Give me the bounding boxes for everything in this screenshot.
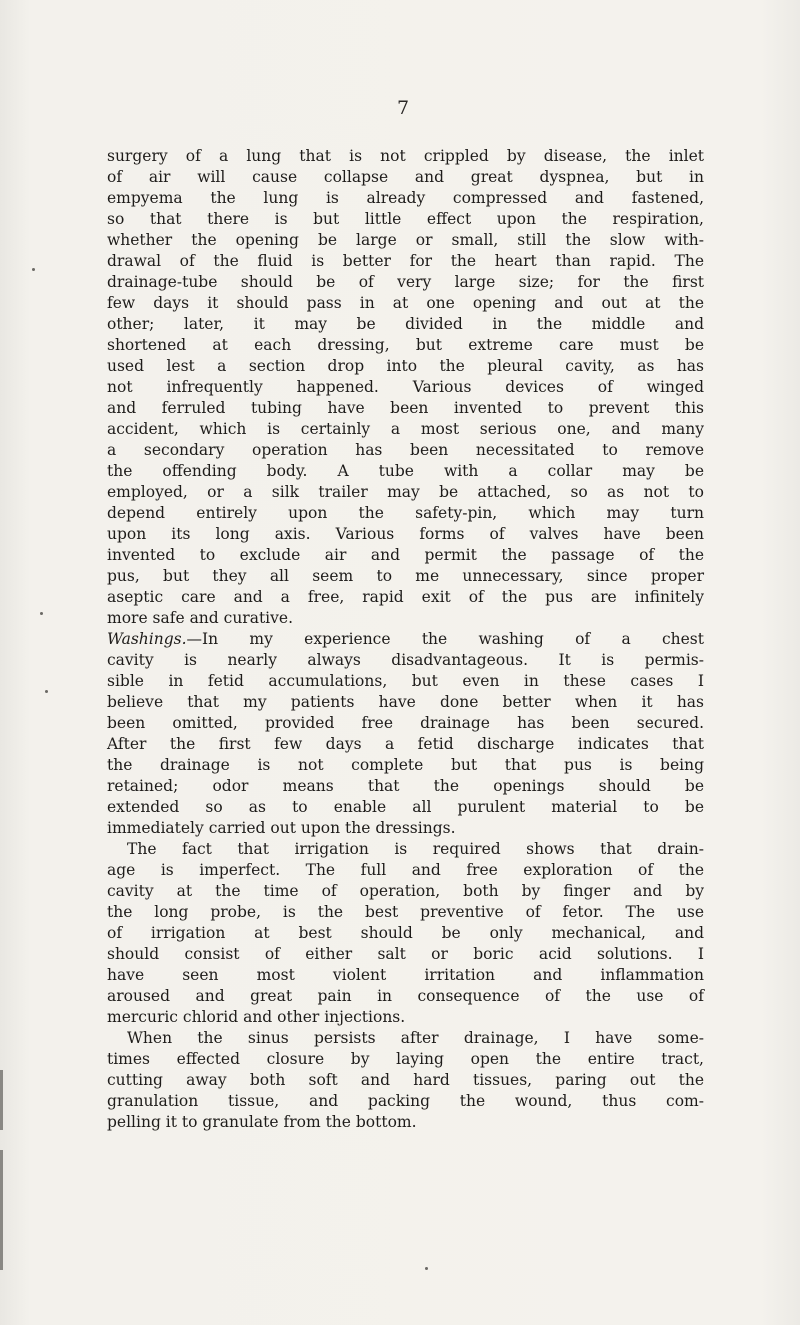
text-line: drainage-tube should be of very large size; for the first (107, 273, 704, 291)
text-line: have seen most violent irritation and inflammation (107, 966, 704, 984)
text-line: pelling it to granulate from the bottom. (107, 1113, 417, 1131)
paper-speck (32, 268, 35, 271)
text-line: should consist of either salt or boric acid solutions. I (107, 945, 704, 963)
text-line: whether the opening be large or small, still the slow with- (107, 231, 704, 249)
text-line: cavity is nearly always disadvantageous. It is permis- (107, 651, 704, 669)
text-line: other; later, it may be divided in the middle and (107, 315, 704, 333)
text-line: pus, but they all seem to me unnecessary, since proper (107, 567, 704, 585)
paper-speck (425, 1267, 428, 1270)
text-line: The fact that irrigation is required shows that drain- (127, 840, 704, 858)
text-fragment: —In my experience the washing of a chest (186, 630, 704, 648)
binding-shadow (0, 1150, 3, 1270)
page-number: 7 (396, 97, 410, 119)
text-line: sible in fetid accumulations, but even in these cases I (107, 672, 704, 690)
text-line: invented to exclude air and permit the passage of the (107, 546, 704, 564)
text-line: aseptic care and a free, rapid exit of the pus are infinitely (107, 588, 704, 606)
paragraph-irrigation (107, 839, 704, 1028)
text-line: extended so as to enable all purulent material to be (107, 798, 704, 816)
paper-speck (45, 690, 48, 693)
washings-first-line (107, 629, 704, 650)
text-line: the long probe, is the best preventive of fetor. The use (107, 903, 704, 921)
text-line: the drainage is not complete but that pus is being (107, 756, 704, 774)
text-line: surgery of a lung that is not crippled by disease, the inlet (107, 147, 704, 165)
text-line: granulation tissue, and packing the wound, thus com- (107, 1092, 704, 1110)
text-line: drawal of the fluid is better for the heart than rapid. The (107, 252, 704, 270)
text-line: After the first few days a fetid discharge indicates that (107, 735, 704, 753)
text-line: shortened at each dressing, but extreme care must be (107, 336, 704, 354)
text-line: depend entirely upon the safety-pin, which may turn (107, 504, 704, 522)
text-line: more safe and curative. (107, 609, 293, 627)
section-heading-washings: Washings. (107, 630, 187, 648)
text-line: few days it should pass in at one opening and out at the (107, 294, 704, 312)
text-line: not infrequently happened. Various devices of winged (107, 378, 704, 396)
text-line: cavity at the time of operation, both by finger and by (107, 882, 704, 900)
text-line: empyema the lung is already compressed and fastened, (107, 189, 704, 207)
paragraph-washings (107, 629, 704, 839)
binding-shadow (0, 1070, 3, 1130)
text-line: and ferruled tubing have been invented to prevent this (107, 399, 704, 417)
text-line: believe that my patients have done better when it has (107, 693, 704, 711)
text-line: a secondary operation has been necessitated to remove (107, 441, 704, 459)
text-line: When the sinus persists after drainage, I have some- (127, 1029, 704, 1047)
text-line: immediately carried out upon the dressings. (107, 819, 456, 837)
text-line: used lest a section drop into the pleural cavity, as has (107, 357, 704, 375)
paragraph-sinus (107, 1028, 704, 1133)
text-line: age is imperfect. The full and free exploration of the (107, 861, 704, 879)
text-line: cutting away both soft and hard tissues, paring out the (107, 1071, 704, 1089)
text-line: retained; odor means that the openings should be (107, 777, 704, 795)
text-line: mercuric chlorid and other injections. (107, 1008, 406, 1026)
text-line: so that there is but little effect upon the respiration, (107, 210, 704, 228)
text-line: the offending body. A tube with a collar may be (107, 462, 704, 480)
paragraph-drainage (107, 146, 704, 629)
body-text (107, 146, 704, 1133)
text-line: times effected closure by laying open the entire tract, (107, 1050, 704, 1068)
text-line: been omitted, provided free drainage has been secured. (107, 714, 704, 732)
text-line: accident, which is certainly a most serious one, and many (107, 420, 704, 438)
text-line: employed, or a silk trailer may be attached, so as not to (107, 483, 704, 501)
text-line: of air will cause collapse and great dyspnea, but in (107, 168, 704, 186)
text-line: upon its long axis. Various forms of valves have been (107, 525, 704, 543)
text-line: of irrigation at best should be only mechanical, and (107, 924, 704, 942)
paper-speck (40, 612, 43, 615)
text-line: aroused and great pain in consequence of the use of (107, 987, 704, 1005)
